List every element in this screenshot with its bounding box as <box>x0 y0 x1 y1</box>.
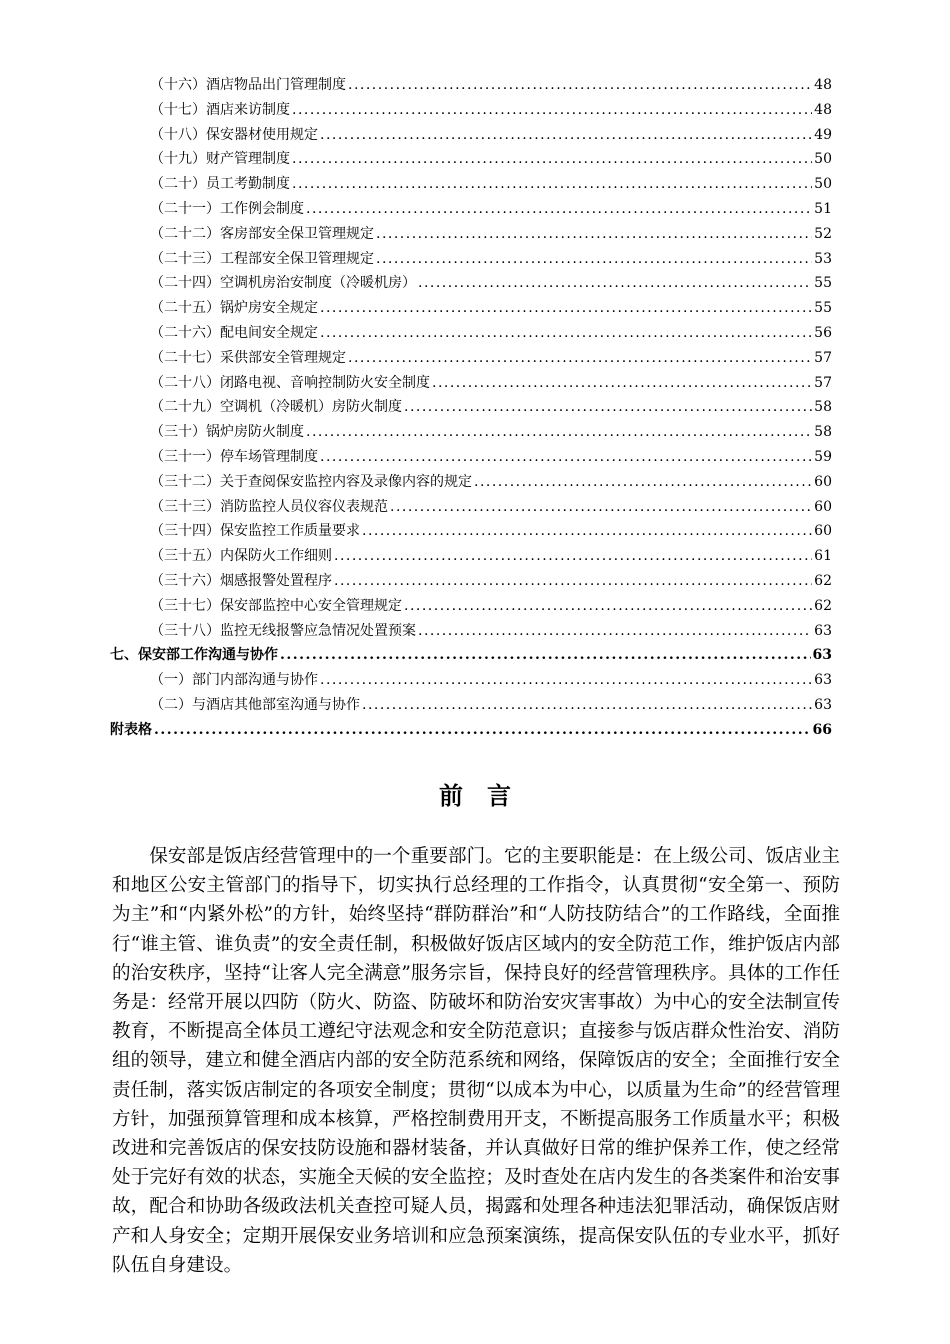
toc-entry[interactable] <box>110 519 832 544</box>
toc-leader-dots <box>432 371 812 396</box>
toc-entry[interactable] <box>110 470 832 495</box>
toc-entry[interactable] <box>110 123 832 148</box>
toc-entry-page: 63 <box>814 672 832 689</box>
toc-entry-title: （一）部门内部沟通与协作 <box>150 672 318 689</box>
toc-entry-page: 55 <box>814 300 832 317</box>
toc-entry[interactable] <box>110 395 832 420</box>
toc-entry-title: （二十八）闭路电视、音响控制防火安全制度 <box>150 374 430 391</box>
toc-leader-dots <box>320 296 812 321</box>
preface-body: 保安部是饭店经营管理中的一个重要部门。它的主要职能是：在上级公司、饭店业主和地区公安主管部门的指导下，切实执行总经理的工作指令，认真贯彻“安全第一、预防为主”和“内紧外松”的方针，始终坚持“群防群治”和“人防技防结合”的工作路线，全面推行“谁主管、谁负责”的安全责任制，积极做好饭店区域内的安全防范工作，维护饭店内部的治安秩序，坚持“让客人完全满意”服务宗旨，保持良好的经营管理秩序。具体的工作任务是：经常开展以四防（防火、防盗、防破坏和防治安灾害事故）为中心的安全法制宣传教育，不断提高全体员工遵纪守法观念和安全防范意识；直接参与饭店群众性治安、消防组的领导，建立和健全酒店内部的安全防范系统和网络，保障饭店的安全；全面推行安全责任制，落实饭店制定的各项安全制度；贯彻“以成本为中心，以质量为生命”的经营管理方针，加强预算管理和成本核算，严格控制费用开支，不断提高服务工作质量水平；积极改进和完善饭店的保安技防设施和器材装备，并认真做好日常的维护保养工作，使之经常处于完好有效的状态，实施全天候的安全监控；及时查处在店内发生的各类案件和治安事故，配合和协助各级政法机关查控可疑人员，揭露和处理各种违法犯罪活动，确保饭店财产和人身安全；定期开展保安业务培训和应急预案演练，提高保安队伍的专业水平，抓好队伍自身建设。 <box>112 846 840 1276</box>
toc-leader-dots <box>390 495 812 520</box>
toc-entry-page: 58 <box>814 399 832 416</box>
toc-leader-dots <box>320 123 812 148</box>
toc-entry-title: （二十三）工程部安全保卫管理规定 <box>150 250 374 267</box>
toc-leader-dots <box>320 321 812 346</box>
toc-entry[interactable] <box>110 172 832 197</box>
toc-entry-page: 50 <box>814 176 832 193</box>
toc-entry-page: 55 <box>814 275 832 292</box>
toc-entry-title: （十六）酒店物品出门管理制度 <box>150 77 346 93</box>
toc-entry[interactable] <box>110 643 832 668</box>
toc-entry[interactable] <box>110 98 832 123</box>
toc-entry-page: 48 <box>814 77 832 93</box>
toc-entry-page: 51 <box>814 200 832 217</box>
toc-entry[interactable] <box>110 271 832 296</box>
toc-entry[interactable] <box>110 296 832 321</box>
toc-entry-page: 52 <box>814 225 832 242</box>
toc-entry-title: （十九）财产管理制度 <box>150 151 290 168</box>
toc-entry-title: （三十四）保安监控工作质量要求 <box>150 523 360 540</box>
toc-leader-dots <box>334 544 812 569</box>
toc-entry-title: （三十二）关于查阅保安监控内容及录像内容的规定 <box>150 473 472 490</box>
toc-entry-title: （二十四）空调机房治安制度（冷暖机房） <box>150 275 416 292</box>
toc-entry-title: （三十）锅炉房防火制度 <box>150 424 304 441</box>
toc-entry[interactable] <box>110 73 832 98</box>
toc-entry[interactable] <box>110 594 832 619</box>
toc-leader-dots <box>474 470 812 495</box>
toc-entry[interactable] <box>110 197 832 222</box>
toc-leader-dots <box>320 445 812 470</box>
toc-entry-title: （三十五）内保防火工作细则 <box>150 548 332 565</box>
toc-entry[interactable] <box>110 147 832 172</box>
toc-entry-page: 48 <box>814 101 832 118</box>
toc-entry[interactable] <box>110 495 832 520</box>
toc-entry-title: （三十三）消防监控人员仪容仪表规范 <box>150 498 388 515</box>
toc-entry-title: （十七）酒店来访制度 <box>150 101 290 118</box>
toc-leader-dots <box>280 643 811 668</box>
toc-entry-title: （二）与酒店其他部室沟通与协作 <box>150 696 360 713</box>
toc-entry[interactable] <box>110 693 832 718</box>
toc-entry-page: 50 <box>814 151 832 168</box>
toc-entry-page: 53 <box>814 250 832 267</box>
toc-leader-dots <box>376 222 812 247</box>
toc-entry-page: 56 <box>814 324 832 341</box>
toc-leader-dots <box>306 197 812 222</box>
toc-entry-page: 60 <box>814 473 832 490</box>
toc-entry-title: 七、保安部工作沟通与协作 <box>110 647 278 664</box>
toc-entry-page: 59 <box>814 448 832 465</box>
toc-entry-page: 62 <box>814 597 832 614</box>
toc-entry[interactable] <box>110 247 832 272</box>
toc-leader-dots <box>404 594 812 619</box>
toc-entry-page: 62 <box>814 572 832 589</box>
toc-entry[interactable] <box>110 445 832 470</box>
toc-leader-dots <box>362 693 812 718</box>
toc-entry[interactable] <box>110 569 832 594</box>
toc-leader-dots <box>376 247 812 272</box>
toc-leader-dots <box>292 147 812 172</box>
toc-entry-title: （三十七）保安部监控中心安全管理规定 <box>150 597 402 614</box>
toc-entry-page: 60 <box>814 523 832 540</box>
toc-entry-title: （三十六）烟感报警处置程序 <box>150 572 332 589</box>
toc-entry-page: 66 <box>812 721 832 738</box>
toc-entry-page: 57 <box>814 349 832 366</box>
toc-entry-title: （二十七）采供部安全管理规定 <box>150 349 346 366</box>
toc-entry[interactable] <box>110 371 832 396</box>
toc-entry-page: 63 <box>814 696 832 713</box>
toc-entry[interactable] <box>110 544 832 569</box>
toc-leader-dots <box>418 271 812 296</box>
preface-heading: 前言 <box>439 782 535 810</box>
toc-entry-title: （二十一）工作例会制度 <box>150 200 304 217</box>
toc-entry-page: 49 <box>814 126 832 143</box>
toc-entry[interactable] <box>110 420 832 445</box>
toc-entry-title: （二十六）配电间安全规定 <box>150 324 318 341</box>
toc-entry[interactable] <box>110 668 832 693</box>
toc-leader-dots <box>418 619 812 644</box>
toc-entry-page: 60 <box>814 498 832 515</box>
toc-entry[interactable] <box>110 718 832 743</box>
toc-entry-page: 63 <box>814 622 832 639</box>
toc-leader-dots <box>348 346 812 371</box>
toc-entry-title: （三十一）停车场管理制度 <box>150 448 318 465</box>
toc-entry-title: （二十）员工考勤制度 <box>150 176 290 193</box>
toc-leader-dots <box>404 395 812 420</box>
toc-leader-dots <box>362 519 812 544</box>
toc-entry-title: （二十九）空调机（冷暖机）房防火制度 <box>150 399 402 416</box>
toc-entry-title: 附表格 <box>110 721 152 738</box>
toc-leader-dots <box>320 668 812 693</box>
toc-entry[interactable] <box>110 619 832 644</box>
toc-leader-dots <box>334 569 812 594</box>
table-of-contents <box>110 73 832 743</box>
toc-entry-page: 63 <box>812 647 832 664</box>
toc-entry[interactable] <box>110 222 832 247</box>
toc-entry-title: （二十五）锅炉房安全规定 <box>150 300 318 317</box>
toc-entry-title: （十八）保安器材使用规定 <box>150 126 318 143</box>
toc-leader-dots <box>348 73 812 98</box>
toc-entry[interactable] <box>110 346 832 371</box>
toc-entry[interactable] <box>110 321 832 346</box>
toc-leader-dots <box>292 98 812 123</box>
toc-leader-dots <box>292 172 812 197</box>
toc-leader-dots <box>154 718 811 743</box>
toc-entry-title: （二十二）客房部安全保卫管理规定 <box>150 225 374 242</box>
toc-entry-title: （三十八）监控无线报警应急情况处置预案 <box>150 622 416 639</box>
toc-leader-dots <box>306 420 812 445</box>
toc-entry-page: 57 <box>814 374 832 391</box>
toc-entry-page: 61 <box>814 548 832 565</box>
toc-entry-page: 58 <box>814 424 832 441</box>
